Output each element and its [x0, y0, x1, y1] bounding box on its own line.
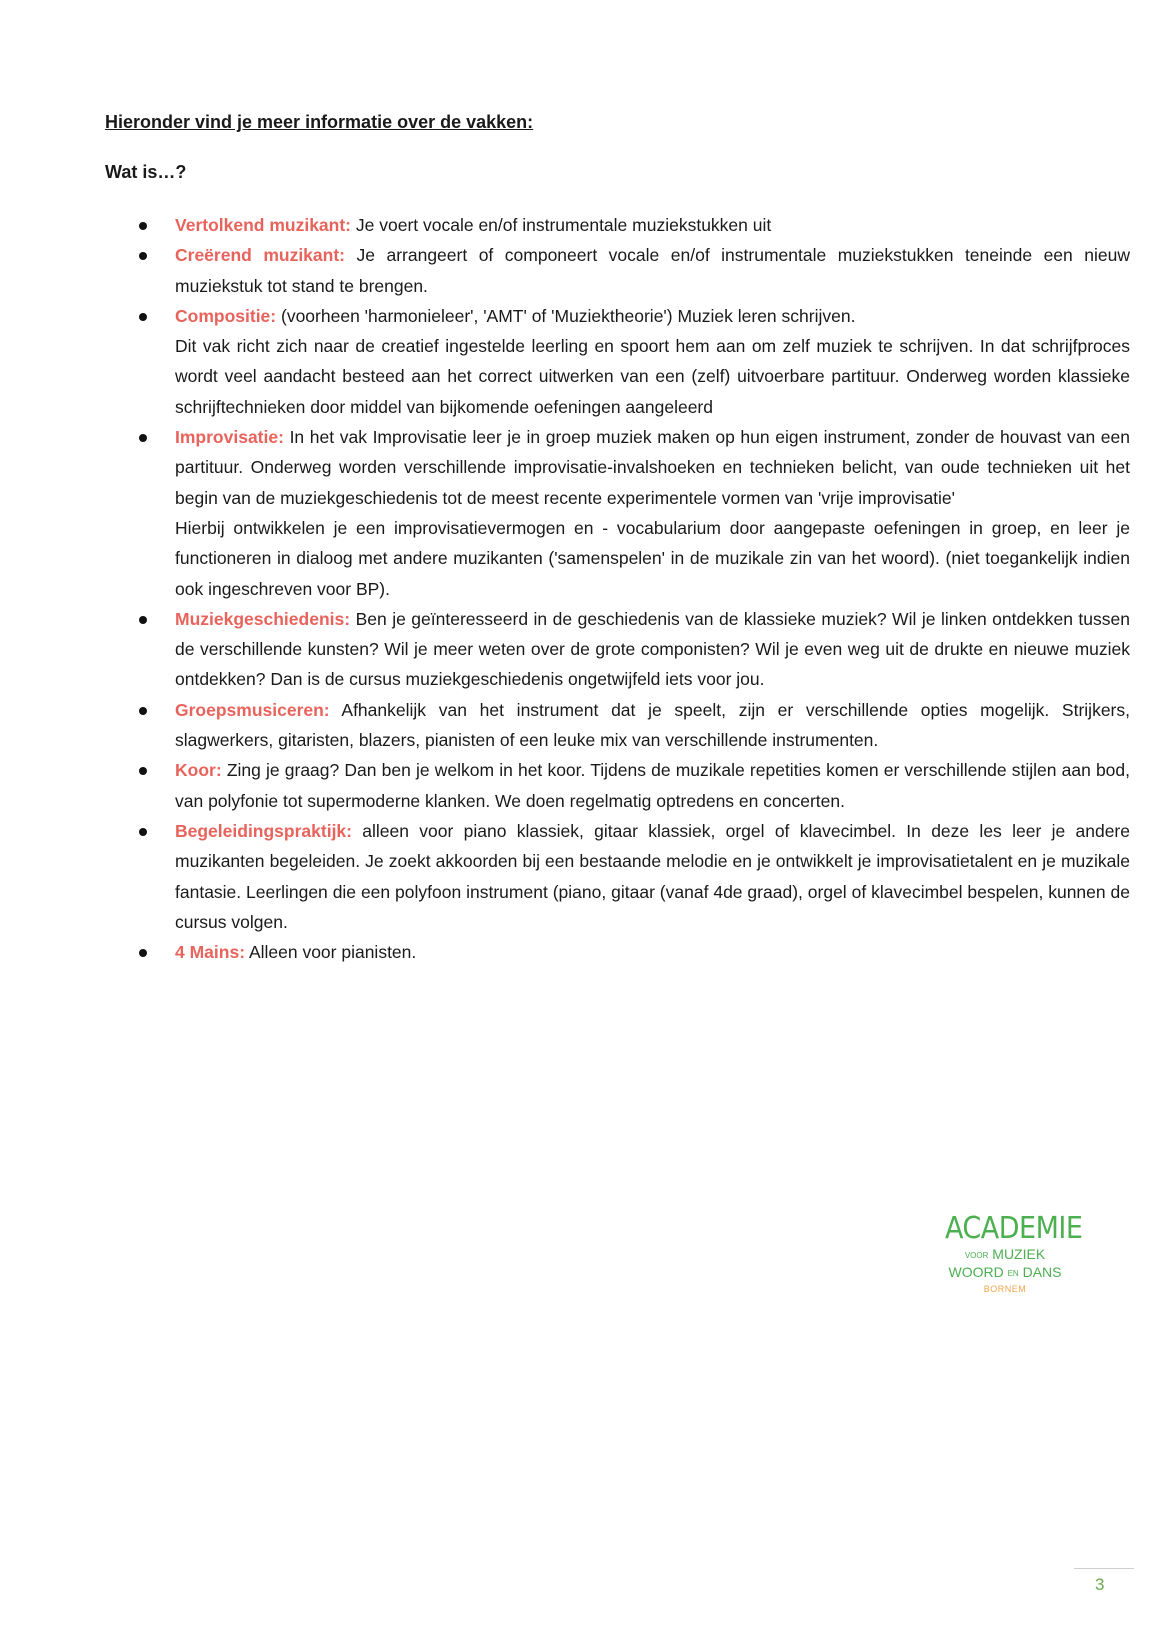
list-item: [175, 301, 1130, 422]
subject-term: Begeleidingspraktijk:: [175, 820, 352, 841]
subject-paragraph: [175, 301, 1130, 331]
list-item: [175, 695, 1130, 756]
list-item: [175, 755, 1130, 816]
subject-paragraph: [175, 240, 1130, 301]
list-item: [175, 937, 1130, 967]
subject-text: Afhankelijk van het instrument dat je speelt, zijn er verschillende opties mogelijk. Strijkers, slagwerkers, gitaristen, blazers, pianisten of een leuke mix van verschillende instrumenten.: [175, 699, 1130, 751]
subject-list: [105, 210, 1130, 967]
subject-paragraph: [175, 816, 1130, 937]
list-item: [175, 422, 1130, 604]
list-item: [175, 240, 1130, 301]
subject-paragraph: [175, 604, 1130, 695]
bullet-icon: [139, 707, 147, 715]
logo-line-muziek: [945, 1246, 1065, 1264]
subject-term: Groepsmusiceren:: [175, 699, 330, 720]
subject-text: Hierbij ontwikkelen je een improvisatievermogen en - vocabularium door aangepaste oefeningen in groep, en leer je functioneren in dialoog met andere muzikanten ('samenspelen' in de muzikale zin van het woord). (niet toegankelijk indien ook ingeschreven voor BP).: [175, 517, 1130, 599]
logo-place-text: BORNEM: [983, 1283, 1027, 1294]
subject-paragraph: [175, 937, 1130, 967]
bullet-icon: [139, 313, 147, 321]
academie-logo: [945, 1211, 1083, 1296]
subject-text: (voorheen 'harmonieleer', 'AMT' of 'Muziektheorie') Muziek leren schrijven.: [281, 305, 856, 326]
bullet-icon: [139, 222, 147, 230]
bullet-icon: [139, 828, 147, 836]
subject-text: Je arrangeert of componeert vocale en/of instrumentale muziekstukken teneinde een nieuw muziekstuk tot stand te brengen.: [175, 245, 1130, 296]
subject-text: In het vak Improvisatie leer je in groep muziek maken op hun eigen instrument, zonder de houvast van een partituur. Onderweg worden verschillende improvisatie-invalshoeken en technieken belicht, van oude technieken uit het begin van de muziekgeschiedenis tot de meest recente experimentele vormen van 'vrije improvisatie': [175, 427, 1130, 508]
logo-voor-text: VOOR: [964, 1250, 989, 1260]
section-heading: Hieronder vind je meer informatie over de vakken:: [105, 112, 534, 132]
bullet-icon: [139, 616, 147, 624]
bullet-icon: [139, 434, 147, 442]
subject-paragraph: [175, 695, 1130, 756]
subject-term: 4 Mains:: [175, 942, 246, 963]
subject-text: Zing je graag? Dan ben je welkom in het koor. Tijdens de muzikale repetities komen er verschillende stijlen aan bod, van polyfonie tot supermoderne klanken. We doen regelmatig optredens en concerten.: [175, 760, 1130, 811]
subject-term: Improvisatie:: [175, 427, 284, 448]
list-item: [175, 604, 1130, 695]
subject-text: Dit vak richt zich naar de creatief ingestelde leerling en spoort hem aan om zelf muziek te schrijven. In dat schrijfproces wordt veel aandacht besteed aan het correct uitwerken van een (zelf) uitvoerbare partituur. Onderweg worden klassieke schrijftechnieken door middel van bijkomende oefeningen aangeleerd: [175, 336, 1130, 417]
bullet-icon: [139, 252, 147, 260]
list-item: [175, 210, 1130, 240]
section-subheading: Wat is…?: [105, 162, 187, 182]
logo-woord-text: WOORD: [948, 1263, 1004, 1280]
subject-term: Vertolkend muzikant:: [175, 215, 352, 235]
subject-text: Je voert vocale en/of instrumentale muziekstukken uit: [355, 215, 772, 235]
subject-paragraph: [175, 210, 1130, 240]
subject-term: Compositie:: [175, 305, 277, 326]
list-item: [175, 816, 1130, 937]
logo-line-woord-dans: [945, 1264, 1065, 1282]
subject-paragraph: [175, 755, 1130, 816]
page-number: 3: [1095, 1575, 1105, 1594]
logo-academie-text: ACADEMIE: [945, 1211, 1083, 1246]
logo-en-text: EN: [1007, 1268, 1019, 1278]
logo-muziek-text: MUZIEK: [992, 1246, 1046, 1262]
subject-text: Alleen voor pianisten.: [248, 942, 417, 963]
subject-term: Koor:: [175, 760, 222, 781]
logo-dans-text: DANS: [1022, 1263, 1062, 1280]
bullet-icon: [139, 767, 147, 775]
subject-text: Ben je geïnteresseerd in de geschiedenis van de klassieke muziek? Wil je linken ontdekken tussen de verschillende kunsten? Wil je meer weten over de grote componisten? Wil je even weg uit de drukte en nieuwe muziek ontdekken? Dan is de cursus muziekgeschiedenis ongetwijfeld iets voor jou.: [175, 608, 1130, 690]
subject-paragraph: [175, 422, 1130, 513]
footer-divider: [1074, 1568, 1134, 1569]
bullet-icon: [139, 949, 147, 957]
subject-term: Creërend muzikant:: [175, 245, 345, 266]
subject-term: Muziekgeschiedenis:: [175, 608, 351, 629]
subject-text: alleen voor piano klassiek, gitaar klassiek, orgel of klavecimbel. In deze les leer je andere muzikanten begeleiden. Je zoekt akkoorden bij een bestaande melodie en je ontwikkelt je improvisatietalent en je muzikale fantasie. Leerlingen die een polyfoon instrument (piano, gitaar (vanaf 4de graad), orgel of klavecimbel bespelen, kunnen de cursus volgen.: [175, 820, 1130, 932]
